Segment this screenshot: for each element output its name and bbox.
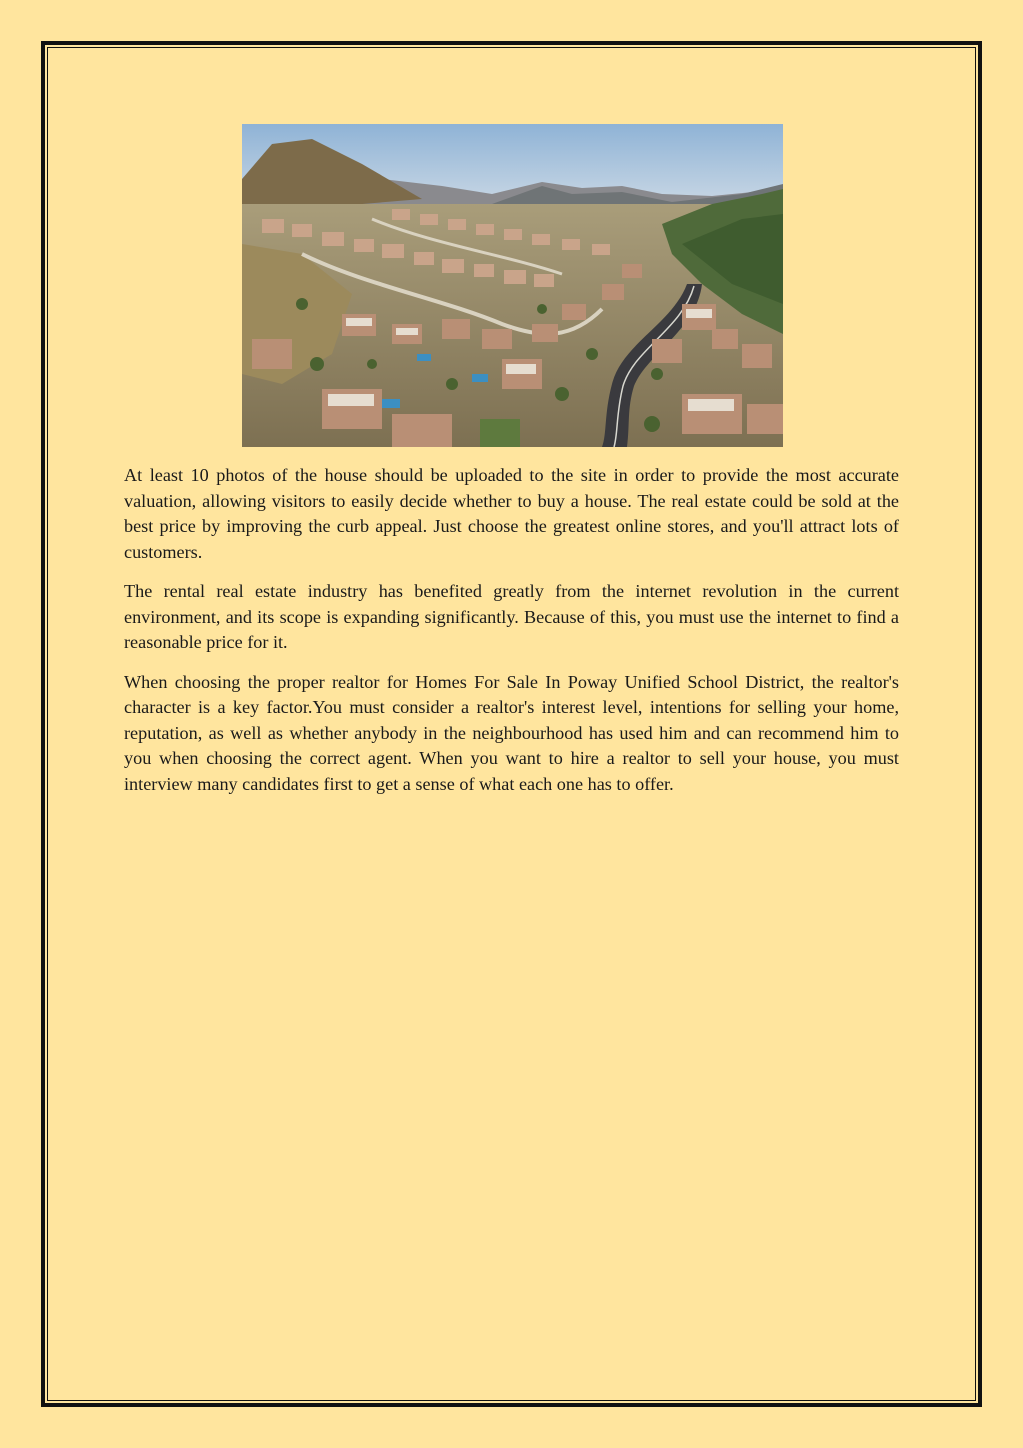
body-text	[124, 463, 899, 811]
aerial-photo-illustration	[242, 124, 783, 447]
paragraph-photos-valuation: At least 10 photos of the house should be uploaded to the site in order to provide the most accurate valuation, allowing visitors to easily decide whether to buy a house. The real estate could be sold at the best price by improving the curb appeal. Just choose the greatest online stores, and you'll attract lots of customers.	[124, 465, 899, 562]
paragraph-choosing-realtor: When choosing the proper realtor for Homes For Sale In Poway Unified School District, the realtor's character is a key factor.You must consider a realtor's interest level, intentions for selling your home, reputation, as well as whether anybody in the neighbourhood has used him and can recommend him to you when choosing the correct agent. When you want to hire a realtor to sell your house, you must interview many candidates first to get a sense of what each one has to offer.	[124, 671, 899, 794]
paragraph-rental-internet: The rental real estate industry has benefited greatly from the internet revolution in the current environment, and its scope is expanding significantly. Because of this, you must use the internet to find a reasonable price for it.	[124, 581, 899, 652]
aerial-neighborhood-photo	[242, 124, 783, 447]
